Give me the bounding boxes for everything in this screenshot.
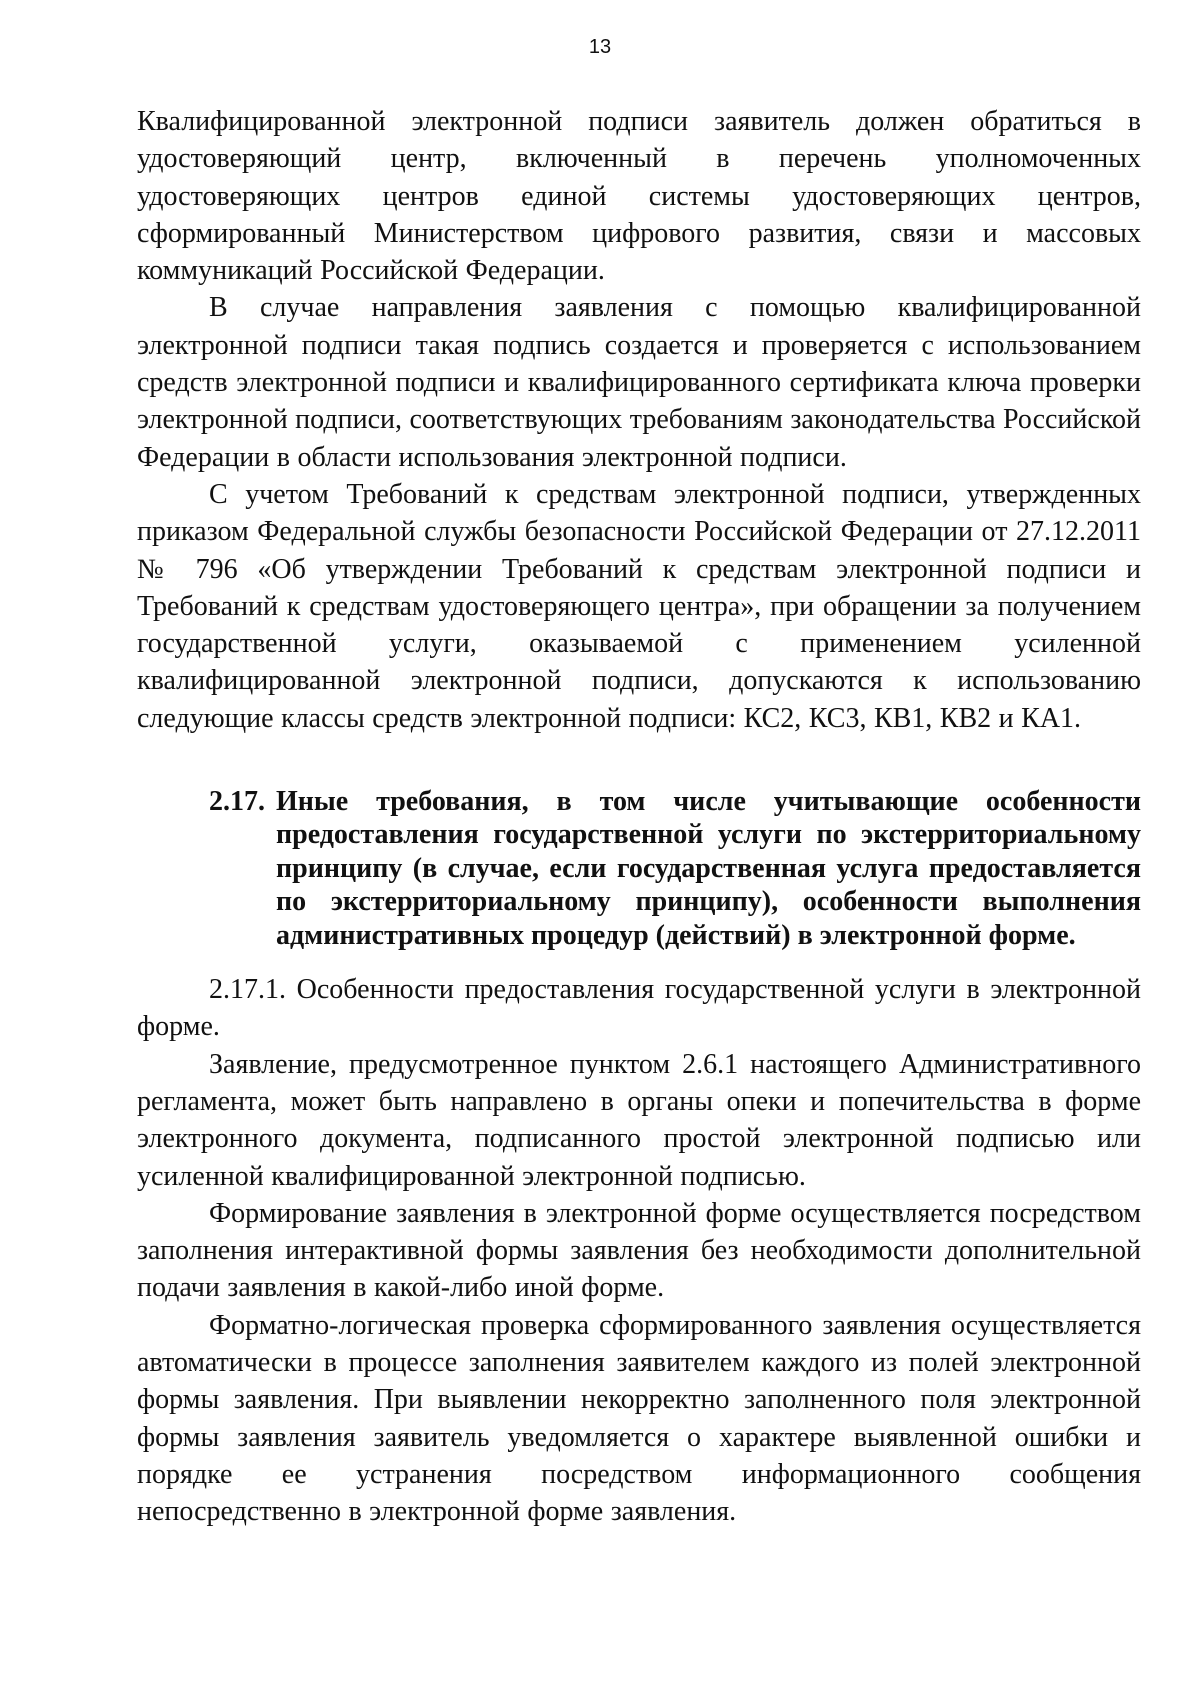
paragraph-signature-tool-classes: С учетом Требований к средствам электронной подписи, утвержденных приказом Федеральной службы безопасности Российской Федерации от 27.12.2011 № 796 «Об утверждении Требований к средствам электронной подписи и Требований к средствам удостоверяющего центра», при обращении за получением государственной услуги, оказываемой с применением усиленной квалифицированной электронной подписи, допускаются к использованию следующие классы средств электронной подписи: КС2, КС3, КВ1, КВ2 и КА1. [137,478,1141,734]
paragraph-signature-certificate-center: Квалифицированной электронной подписи заявитель должен обратиться в удостоверяющий центр, включенный в перечень уполномоченных удостоверяющих центров единой системы удостоверяющих центров, сформированный Министерством цифрового развития, связи и массовых коммуникаций Российской Федерации. [137,106,1141,287]
paragraph-subsection-title: 2.17.1. Особенности предоставления государственной услуги в электронной форме. [137,974,1141,1043]
section-heading [137,785,1141,952]
page-number: 13 [588,36,612,58]
section-heading-text: Иные требования, в том числе учитывающие особенности предоставления государственной услуги по экстерриториальному принципу (в случае, если государственная услуга предоставляется по экстерриториальному принципу), особенности выполнения административных процедур (действий) в электронной форме. [276,786,1141,951]
document-body [137,103,1141,1531]
section-heading-number: 2.17. [209,786,265,818]
paragraph-interactive-form: Формирование заявления в электронной форме осуществляется посредством заполнения интерактивной формы заявления без необходимости дополнительной подачи заявления в какой-либо иной форме. [137,1197,1141,1304]
paragraph-format-logical-check: Форматно-логическая проверка сформированного заявления осуществляется автоматически в процессе заполнения заявителем каждого из полей электронной формы заявления. При выявлении некорректно заполненного поля электронной формы заявления заявитель уведомляется о характере выявленной ошибки и порядке ее устранения посредством информационного сообщения непосредственно в электронной форме заявления. [137,1309,1141,1528]
paragraph-signature-verification: В случае направления заявления с помощью квалифицированной электронной подписи такая подпись создается и проверяется с использованием средств электронной подписи и квалифицированного сертификата ключа проверки электронной подписи, соответствующих требованиям законодательства Российской Федерации в области использования электронной подписи. [137,292,1141,473]
paragraph-application-submission: Заявление, предусмотренное пунктом 2.6.1 настоящего Административного регламента, может быть направлено в органы опеки и попечительства в форме электронного документа, подписанного простой электронной подписью или усиленной квалифицированной электронной подписью. [137,1048,1141,1192]
